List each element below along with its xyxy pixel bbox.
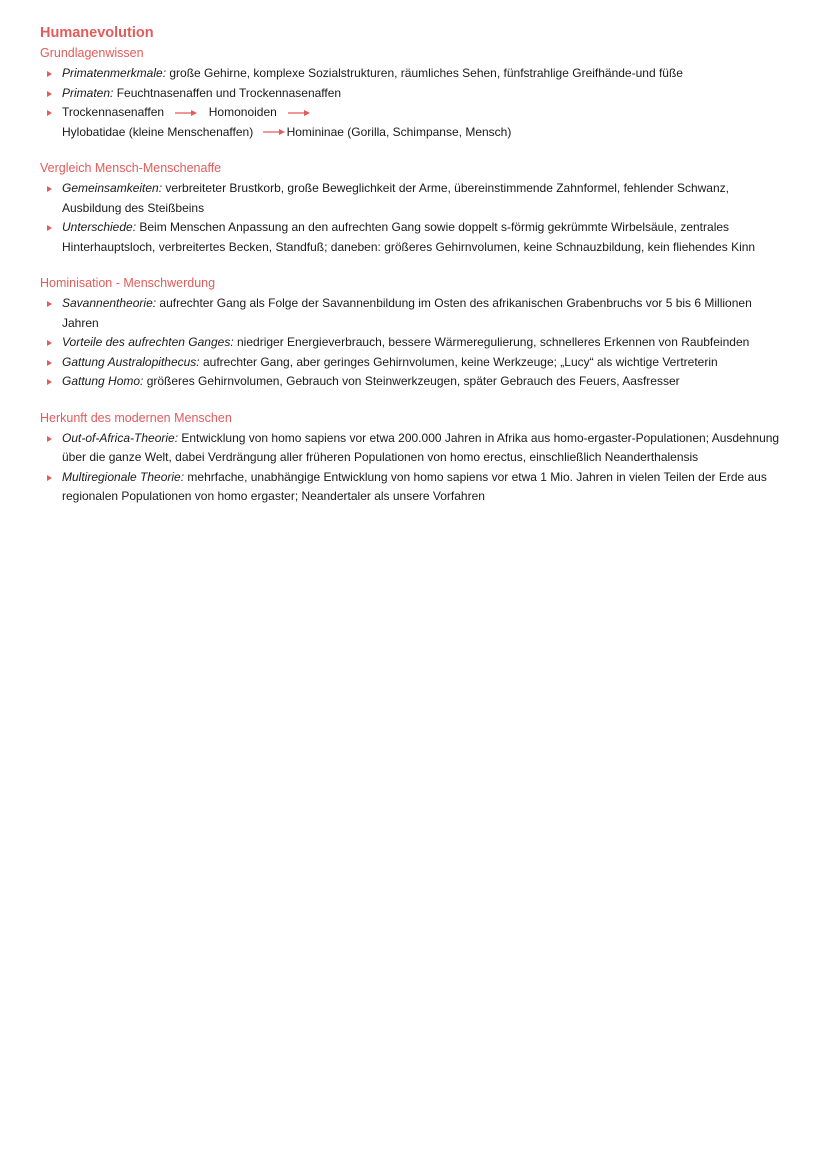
- item-term: Unterschiede:: [62, 220, 137, 234]
- chain-node-a: Trockennasenaffen: [62, 105, 165, 119]
- section-vergleich: [40, 160, 785, 257]
- item-term: Gattung Homo:: [62, 374, 144, 388]
- list-item: [40, 179, 785, 218]
- section-heading: Herkunft des modernen Menschen: [40, 410, 232, 425]
- list-item: [40, 353, 785, 373]
- list-item: [40, 429, 785, 468]
- item-text: aufrechter Gang als Folge der Savannenbildung im Osten des afrikanischen Grabenbruchs vor 5 bis 6 Millionen Jahren: [62, 296, 752, 330]
- triangle-bullet-icon: [47, 301, 52, 307]
- section-grundlagenwissen: [40, 45, 785, 142]
- bullet-list: [40, 179, 785, 257]
- triangle-bullet-icon: [47, 360, 52, 366]
- page-title: Humanevolution: [40, 25, 154, 41]
- triangle-bullet-icon: [47, 379, 52, 385]
- chain-node-c: Hylobatidae (kleine Menschenaffen): [62, 124, 254, 139]
- item-term: Multiregionale Theorie:: [62, 469, 185, 484]
- item-term: Savannentheorie:: [62, 296, 157, 310]
- item-text: niedriger Energieverbrauch, bessere Wärmeregulierung, schnelleres Erkennen von Raubfeinden: [233, 335, 750, 349]
- section-heading: Grundlagenwissen: [40, 46, 144, 60]
- list-item: [40, 218, 785, 257]
- triangle-bullet-icon: [47, 71, 52, 77]
- triangle-bullet-icon: [47, 91, 52, 97]
- list-item: [40, 468, 785, 507]
- bullet-list: [40, 64, 785, 123]
- item-term: Gattung Australopithecus:: [62, 354, 200, 369]
- right-arrow-icon: [288, 109, 310, 117]
- chain-node-b: Homonoiden: [208, 105, 277, 119]
- list-item: [40, 294, 785, 333]
- item-text: Beim Menschen Anpassung an den aufrechten Gang sowie doppelt s-förmig gekrümmte Wirbelsäule, zentrales Hinterhauptsloch, verbreitertes Becken, Standfuß; daneben: größeres Gehirnvolumen, keine Schnauzbildung, kein fliehendes Kinn: [62, 220, 756, 254]
- list-item-chain: [40, 103, 785, 123]
- list-item: [40, 64, 785, 84]
- item-text: größeres Gehirnvolumen, Gebrauch von Steinwerkzeugen, später Gebrauch des Feuers, Aasfresser: [143, 374, 680, 388]
- triangle-bullet-icon: [47, 475, 52, 481]
- section-heading: Hominisation - Menschwerdung: [40, 276, 216, 290]
- triangle-bullet-icon: [47, 186, 52, 192]
- section-hominisation: [40, 275, 785, 392]
- bullet-list: [40, 294, 785, 392]
- chain-second-line: [40, 123, 785, 143]
- item-term: Primaten:: [62, 85, 114, 100]
- list-item: [40, 372, 785, 392]
- item-text: aufrechter Gang, aber geringes Gehirnvolumen, keine Werkzeuge; „Lucy“ als wichtige Vertreterin: [199, 354, 718, 369]
- item-term: Primatenmerkmale:: [62, 66, 167, 80]
- right-arrow-icon: [263, 128, 285, 136]
- section-heading: Vergleich Mensch-Menschenaffe: [40, 161, 222, 175]
- triangle-bullet-icon: [47, 225, 52, 231]
- triangle-bullet-icon: [47, 110, 52, 116]
- item-term: Out-of-Africa-Theorie:: [62, 430, 179, 445]
- chain-node-d: Homininae (Gorilla, Schimpanse, Mensch): [286, 124, 512, 139]
- triangle-bullet-icon: [47, 340, 52, 346]
- triangle-bullet-icon: [47, 436, 52, 442]
- item-text: Feuchtnasenaffen und Trockennasenaffen: [113, 85, 342, 100]
- list-item: [40, 84, 785, 104]
- item-text: Entwicklung von homo sapiens vor etwa 200.000 Jahren in Afrika aus homo-ergaster-Populationen; Ausdehnung über die ganze Welt, dabei Verdrängung aller früheren Populationen von homo erectus, einschließlich Neanderthalensis: [62, 430, 780, 464]
- document-page: [40, 24, 785, 525]
- list-item: [40, 333, 785, 353]
- item-term: Vorteile des aufrechten Ganges:: [62, 335, 234, 349]
- item-text: große Gehirne, komplexe Sozialstrukturen, räumliches Sehen, fünfstrahlige Greifhände-und füße: [166, 66, 683, 80]
- bullet-list: [40, 429, 785, 507]
- item-term: Gemeinsamkeiten:: [62, 181, 163, 195]
- right-arrow-icon: [175, 109, 197, 117]
- item-text: verbreiteter Brustkorb, große Beweglichkeit der Arme, übereinstimmende Zahnformel, fehlender Schwanz, Ausbildung des Steißbeins: [62, 181, 729, 215]
- item-text: mehrfache, unabhängige Entwicklung von homo sapiens vor etwa 1 Mio. Jahren in vielen Teilen der Erde aus regionalen Populationen von homo ergaster; Neandertaler als unsere Vorfahren: [62, 469, 767, 503]
- section-herkunft: [40, 410, 785, 507]
